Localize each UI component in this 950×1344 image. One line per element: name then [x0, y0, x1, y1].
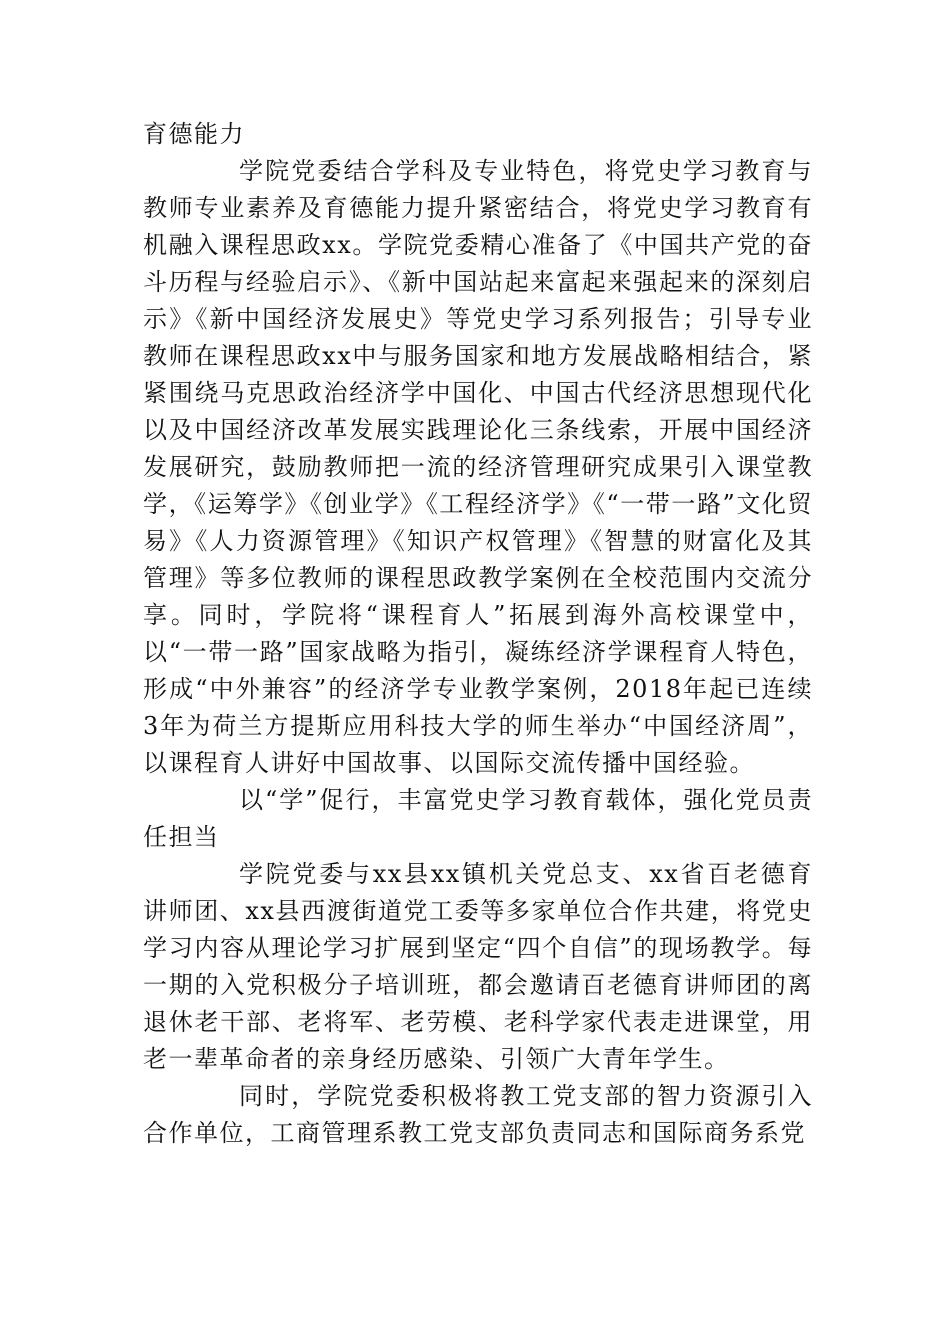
section-title: 育德能力: [143, 120, 245, 148]
paragraph-2-subheading: 以“学”促行，丰富党史学习教育载体，强化党员责任担当: [143, 786, 813, 851]
paragraph-3: 学院党委与xx县xx镇机关党总支、xx省百老德育讲师团、xx县西渡街道党工委等多家单位合作共建，将党史学习内容从理论学习扩展到坚定“四个自信”的现场教学。每一期的入党积极分子培训班，都会邀请百老德育讲师团的离退休老干部、老将军、老劳模、老科学家代表走进课堂，用老一辈革命者的亲身经历感染、引领广大青年学生。: [143, 860, 813, 1073]
paragraph-1: 学院党委结合学科及专业特色，将党史学习教育与教师专业素养及育德能力提升紧密结合，将党史学习教育有机融入课程思政xx。学院党委精心准备了《中国共产党的奋斗历程与经验启示》、《新中国站起来富起来强起来的深刻启示》《新中国经济发展史》等党史学习系列报告；引导专业教师在课程思政xx中与服务国家和地方发展战略相结合，紧紧围绕马克思政治经济学中国化、中国古代经济思想现代化以及中国经济改革发展实践理论化三条线索，开展中国经济发展研究，鼓励教师把一流的经济管理研究成果引入课堂教学，《运筹学》《创业学》《工程经济学》《“一带一路”文化贸易》《人力资源管理》《知识产权管理》《智慧的财富化及其管理》等多位教师的课程思政教学案例在全校范围内交流分享。同时，学院将“课程育人”拓展到海外高校课堂中，以“一带一路”国家战略为指引，凝练经济学课程育人特色，形成“中外兼容”的经济学专业教学案例，2018年起已连续3年为荷兰方提斯应用科技大学的师生举办“中国经济周”，以课程育人讲好中国故事、以国际交流传播中国经验。: [143, 157, 813, 777]
paragraph-4: 同时，学院党委积极将教工党支部的智力资源引入合作单位，工商管理系教工党支部负责同志和国际商务系党: [143, 1082, 813, 1147]
document-body: [143, 116, 813, 1152]
